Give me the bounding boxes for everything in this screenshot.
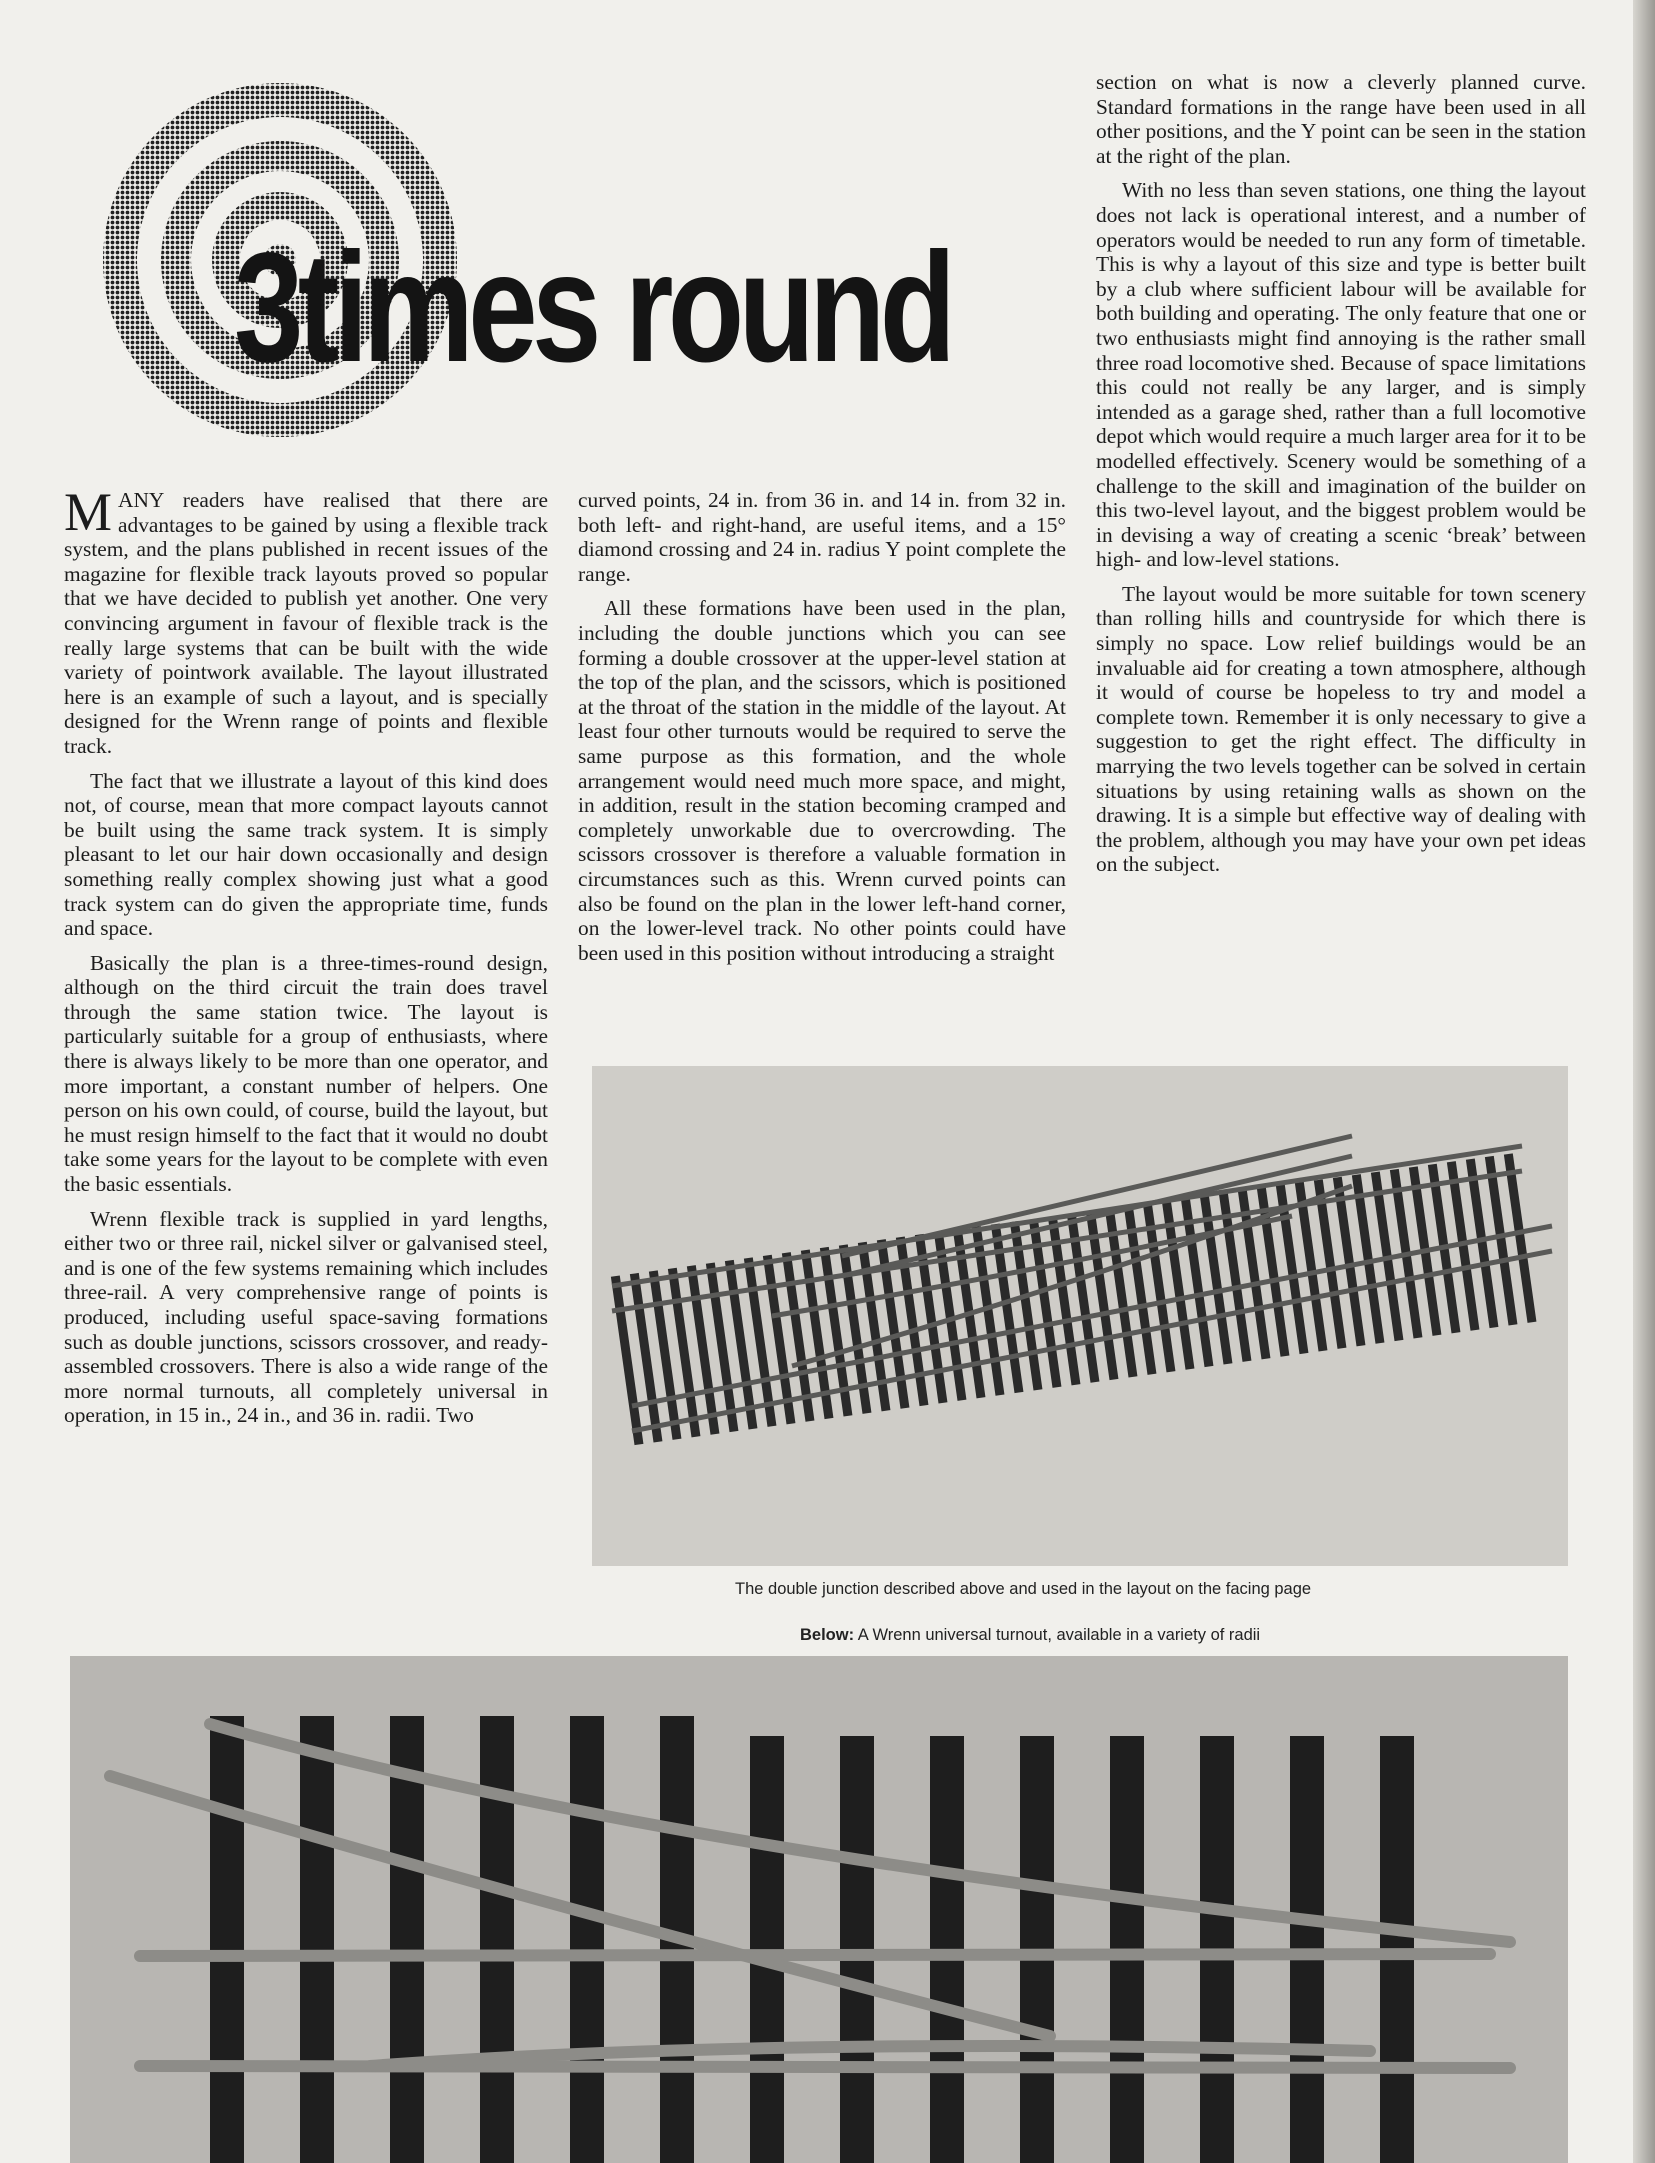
double-junction-photo	[592, 1066, 1568, 1566]
paragraph: Basically the plan is a three-times-round design, although on the third circuit the train does travel through the same station twice. The layout is particularly suitable for a group of enthusiasts, where there is always likely to be more than one operator, and more important, a constant number of helpers. One person on his own could, of course, build the layout, but he must resign himself to the fact that it would no doubt take some years for the layout to be complete with even the basic essentials.	[64, 950, 548, 1197]
photo-caption	[800, 1626, 1260, 1645]
article-title: 3times round	[234, 221, 951, 395]
paragraph: section on what is now a cleverly planned curve. Standard formations in the range have been used in all other positions, and the Y point can be seen in the station at the right of the plan.	[1096, 70, 1586, 168]
sleeper	[570, 1716, 604, 2163]
paragraph-text: ANY readers have realised that there are advantages to be gained by using a flexible track system, and the plans published in recent issues of the magazine for flexible track layouts proved so popular that we have decided to publish yet another. One very convincing argument in favour of flexible track is the really large systems that can be built with the wide variety of pointwork available. The layout illustrated here is an example of such a layout, and is specially designed for the Wrenn range of points and flexible track.	[64, 488, 548, 758]
article-title-block	[60, 60, 1080, 480]
paragraph: Wrenn flexible track is supplied in yard lengths, either two or three rail, nickel silver or galvanised steel, and is one of the few systems remaining which includes three-rail. A very comprehensive range of points is produced, including useful space-saving formations such as double junctions, scissors crossover, and ready-assembled crossovers. There is also a wide range of the more normal turnouts, all completely universal in operation, in 15 in., 24 in., and 36 in. radii. Two	[64, 1206, 548, 1428]
text-column-3	[1096, 70, 1586, 887]
paragraph: The layout would be more suitable for town scenery than rolling hills and countryside for which there is simply no space. Low relief buildings would be an invaluable aid for creating a town atmosphere, although it would of course be hopeless to try and model a complete town. Remember it is only necessary to give a suggestion to get the right effect. The difficulty in marrying the two levels together can be solved in certain situations by using retaining walls as shown on the drawing. It is a simple but effective way of dealing with the problem, although you may have your own pet ideas on the subject.	[1096, 581, 1586, 877]
universal-turnout-photo	[70, 1656, 1568, 2163]
page-edge-shadow	[1633, 0, 1655, 2163]
paragraph	[64, 482, 548, 759]
sleeper	[300, 1716, 334, 2163]
photo-caption: The double junction described above and used in the layout on the facing page	[735, 1580, 1312, 1598]
caption-label: Below:	[800, 1626, 855, 1644]
paragraph: curved points, 24 in. from 36 in. and 14 in. from 32 in. both left- and right-hand, are useful items, and a 15° diamond crossing and 24 in. radius Y point complete the range.	[578, 488, 1066, 586]
caption-text: A Wrenn universal turnout, available in a variety of radii	[854, 1626, 1261, 1644]
sleeper	[480, 1716, 514, 2163]
drop-cap: M	[64, 482, 113, 542]
paragraph: With no less than seven stations, one thing the layout does not lack is operational interest, and a number of operators would be needed to run any form of timetable. This is why a layout of this size and type is better built by a club where sufficient labour will be available for both building and operating. The only feature that one or two enthusiasts might find annoying is the rather small three road locomotive shed. Because of space limitations this could not really be any larger, and is simply intended as a garage shed, rather than a full locomotive depot which would require a much larger area for it to be modelled effectively. Scenery would be something of a challenge to the skill and imagination of the builder on this two-level layout, and the biggest problem would be in devising a way of creating a scenic ‘break’ between high- and low-level stations.	[1096, 178, 1586, 572]
sleeper	[210, 1716, 244, 2163]
text-column-2	[578, 488, 1066, 975]
paragraph: All these formations have been used in the plan, including the double junctions which you can see forming a double crossover at the upper-level station at the top of the plan, and the scissors, which is positioned at the throat of the station in the middle of the layout. At least four other turnouts would be required to serve the same purpose as this formation, and the whole arrangement would need much more space, and might, in addition, result in the station becoming cramped and completely unworkable due to overcrowding. The scissors crossover is therefore a valuable formation in circumstances such as this. Wrenn curved points can also be found on the plan in the lower left-hand corner, on the lower-level track. No other points could have been used in this position without introducing a straight	[578, 596, 1066, 965]
text-column-1	[64, 482, 548, 1438]
paragraph: The fact that we illustrate a layout of this kind does not, of course, mean that more compact layouts cannot be built using the same track system. It is simply pleasant to let our hair down occasionally and design something really complex showing just what a good track system can do given the appropriate time, funds and space.	[64, 768, 548, 941]
